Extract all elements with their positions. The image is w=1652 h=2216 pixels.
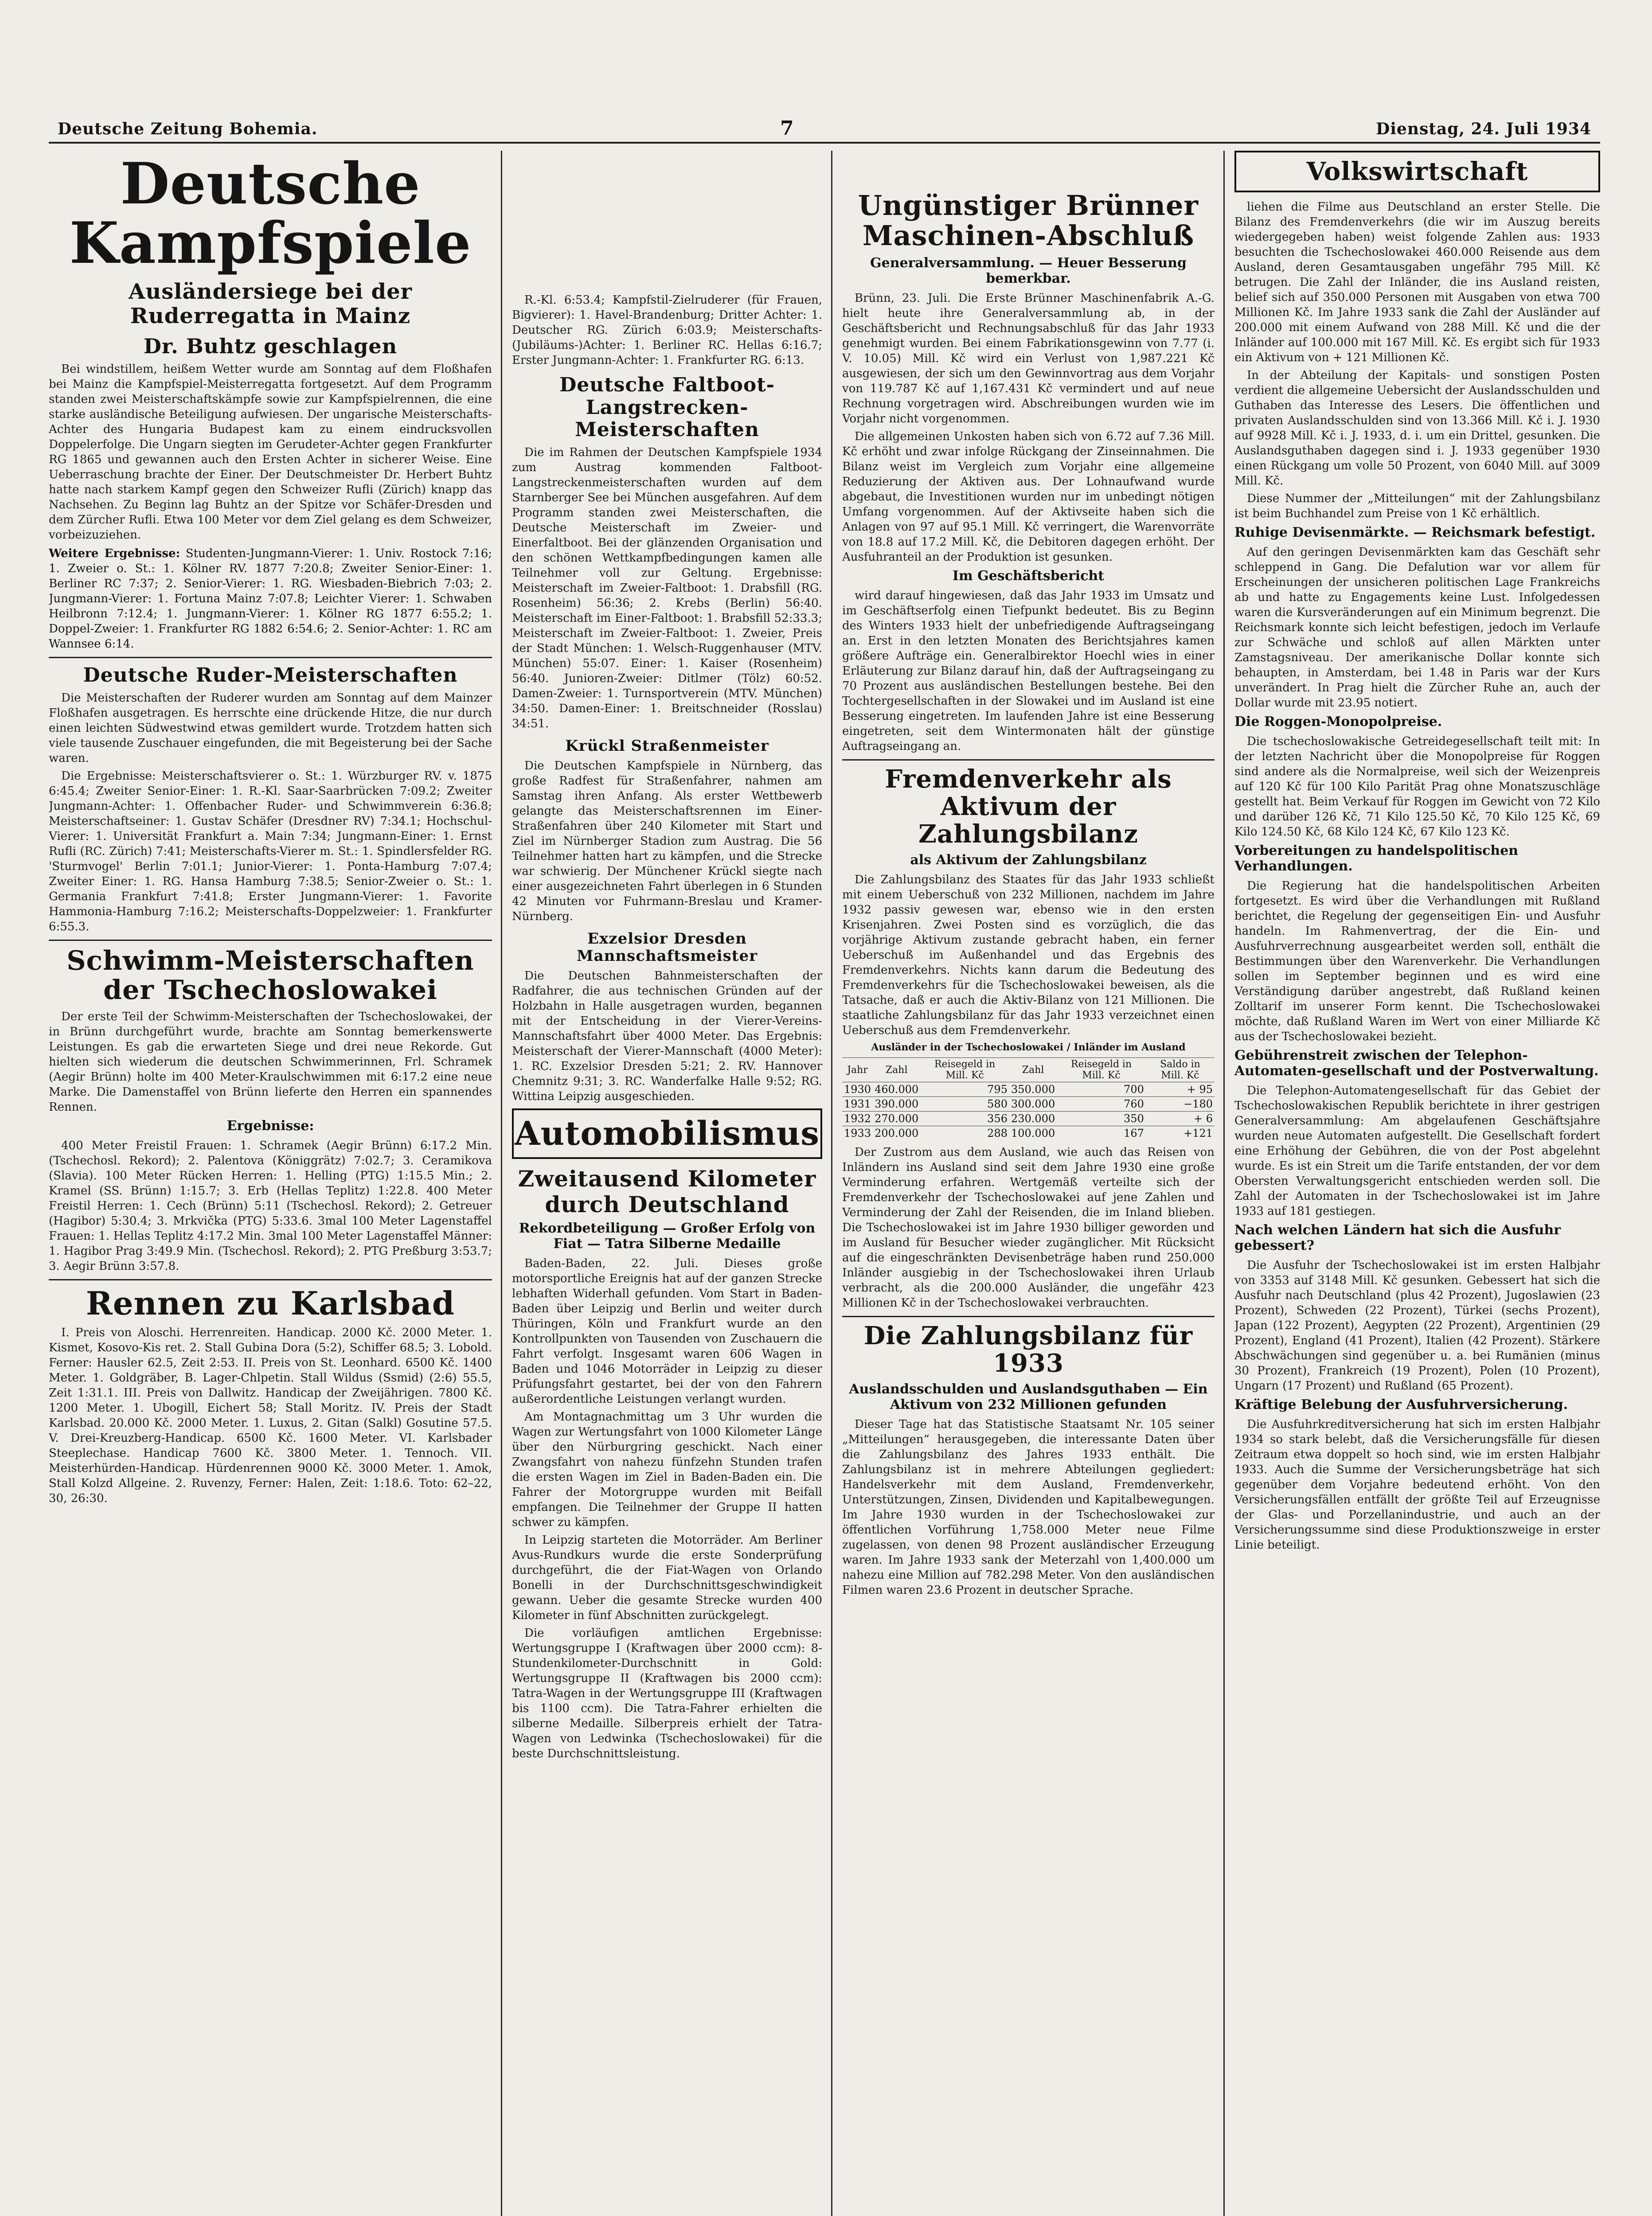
article-text: Bei windstillem, heißem Wetter wurde am Sonntag auf dem Floßhafen bei Mainz die Kampfspiel-Meisterregatta fortgesetzt. Auf dem Programm standen zwei Meisterschaftskämpfe sowie zur Kampfspielrennen, die eine starke ausländische Beteiligung aufwiesen. Der ungarische Meisterschafts-Achter des Hungaria Budapest kam zu einem eindrucksvollen Doppelerfolge. Die Ungarn siegten im Gerudeter-Achter gegen Frankfurter RG 1865 und gewannen auch den Ersten Achter in sicherer Weise. Eine Ueberraschung brachte der Einer. Der Deutschmeister Dr. Herbert Buhtz hatte nach starkem Kampf gegen den Schweizer Rufli (Zürich) knapp das Nachsehen. Zu Beginn lag Buhtz an der Spitze vor Schäfer-Dresden und dem Zürcher Rufli. Etwa 100 Meter vor dem Ziel gelang es dem Schweizer, vorbeizuziehen.: [49, 363, 492, 542]
section-subhead: Vorbereitungen zu handelspolitischen Verhandlungen.: [1234, 843, 1519, 874]
article-text: Brünn, 23. Juli. Die Erste Brünner Maschinenfabrik A.-G. hielt heute ihre Generalversammlung ab, in der Geschäftsbericht und Rechnungsabschluß für das Jahr 1933 genehmigt wurden. Bei einem Fabrikationsgewinn von 7.77 (i. V. 10.05) Mill. Kč wird ein Verlust von 1,987.221 Kč ausgewiesen, der sich um den Gewinnvortrag aus dem Vorjahr von 119.787 Kč auf 1,167.431 Kč vermindert und auf neue Rechnung vorgetragen wird. Abschreibungen wurden wie im Vorjahr nicht vorgenommen. Die allgemeinen Unkosten haben sich von 6.72 auf 7.36 Mill. Kč erhöht und zwar infolge Rückgang der Zinseinnahmen. Die Bilanz weist im Vergleich zum Vorjahr eine allgemeine Reduzierung der Aktiven aus. Der Lohnaufwand wurde abgebaut, die Investitionen wurden nur im unbedingt nötigen Umfang vorgenommen. Auf der Aktivseite haben sich die Anlagen von 97 auf 95.1 Mill. Kč verringert, die Warenvorräte von 18.8 auf 17.2 Mill. Kč, die Debitoren dagegen erhöht. Der Ausfuhranteil an der Produktion ist gesunken.: [842, 292, 1215, 564]
article-text: Der Zustrom aus dem Ausland, wie auch das Reisen von Inländern ins Ausland sind seit dem Jahre 1930 eine große Verminderung erfahren. Wertgemäß verteilte sich der Fremdenverkehr der Tschechoslowakei auf jene Zahlen und Verminderung der Zahl der Reisenden, die im Inland blieben. Die Tschechoslowakei ist im Jahre 1930 billiger geworden und im Ausland für Besucher wieder zugänglicher. Mit Rücksicht auf die eingeschränkten Devisenbeträge haben rund 250.000 Inländer ausgiebig in der Tschechoslowakei ihren Urlaub verbracht, als die 200.000 Ausländer, die ungefähr 423 Millionen Kč in der Tschechoslowakei verbrauchten.: [842, 1146, 1215, 1310]
article-text: wird darauf hingewiesen, daß das Jahr 1933 im Umsatz und im Geschäftserfolg einen Tiefpunkt bedeutet. Bis zu Beginn des Winters 1933 hielt der unbefriedigende Auftragseingang an. Erst in den letzten Monaten des Berichtsjahres kamen größere Aufträge ein. Generalbirektor Hoechl wies in einer Erläuterung zur Bilanz darauf hin, daß der Auftragseingang zu 70 Prozent aus ausländischen Bestellungen bestehe. Bei den Tochtergesellschaften in der Slowakei und im Ausland ist eine Besserung eingetreten. Im laufenden Jahre ist eine Besserung eingetreten, seit dem Wintermonaten hält der günstige Auftragseingang an.: [842, 589, 1215, 753]
table-cell: 795: [920, 1082, 1009, 1097]
table-cell: 580: [920, 1097, 1009, 1112]
table-cell: + 95: [1146, 1082, 1215, 1097]
section-box-title: Automobilismus: [512, 1108, 822, 1159]
article-text: Die tschechoslowakische Getreidegesellschaft teilt mit: In der letzten Nachricht über die Monopolpreise für Roggen sind andere als die Normalpreise, weil sich der Weizenpreis auf 120 Kč für 100 Kilo Parität Prag ohne Monatszuschläge gestellt hat. Beim Verkauf für Roggen im Gewicht von 72 Kilo und darüber 126 Kč, 71 Kilo 125.50 Kč, 70 Kilo 125 Kč, 69 Kilo 124.50 Kč, 68 Kilo 124 Kč, 67 Kilo 123 Kč.: [1234, 735, 1600, 839]
article-text: Der erste Teil der Schwimm-Meisterschaften der Tschechoslowakei, der in Brünn durchgeführt wurde, brachte am Sonntag bemerkenswerte Leistungen. Es gab die erwarteten Siege und drei neue Rekorde. Gut hielten sich wiederum die deutschen Schwimmerinnen, Frl. Schramek (Aegir Brünn) holte im 400 Meter-Kraulschwimmen mit 6:17.2 eine neue Marke. Die Damenstaffel von Brünn lieferte den Herren ein spannendes Rennen.: [49, 1010, 492, 1114]
article-subhead: Generalversammlung. — Heuer Besserung bemerkbar.: [870, 255, 1187, 287]
table-cell: 200.000: [873, 1126, 920, 1141]
table-cell: 1930: [842, 1082, 873, 1097]
section-headline: Krückl Straßenmeister: [565, 737, 769, 755]
table-cell: 390.000: [873, 1097, 920, 1112]
table-row: [842, 1082, 1215, 1097]
section-subhead: Nach welchen Ländern hat sich die Ausfuhr gebessert?: [1234, 1222, 1561, 1253]
section-subhead: Kräftige Belebung der Ausfuhrversicherung.: [1234, 1397, 1568, 1412]
page-number: 7: [780, 117, 794, 140]
section-headline: Ungünstiger Brünner Maschinen-Abschluß: [858, 189, 1199, 252]
table-cell: 1933: [842, 1126, 873, 1141]
table-row: [842, 1097, 1215, 1112]
section-subhead: Im Geschäftsbericht: [952, 568, 1105, 584]
column-1: [49, 151, 492, 2216]
main-subheadline-2: Dr. Buhtz geschlagen: [143, 334, 398, 359]
table-cell: 288: [920, 1126, 1009, 1141]
table-cell: +121: [1146, 1126, 1215, 1141]
issue-date: Dienstag, 24. Juli 1934: [1376, 120, 1591, 138]
table-cell: + 6: [1146, 1112, 1215, 1126]
article-text: liehen die Filme aus Deutschland an erster Stelle. Die Bilanz des Fremdenverkehrs (die wir im Auszug bereits wiedergegeben haben) weist folgende Zahlen aus: 1933 besuchten die Tschechoslowakei 460.000 Reisende aus dem Ausland, deren Gesamtausgaben ungefähr 795 Mill. Kč betrugen. Die Zahl der Inländer, die ins Ausland reisten, belief sich auf 350.000 Personen mit Ausgaben von etwa 700 Millionen Kč. Im Jahre 1933 sank die Zahl der Ausländer auf 200.000 mit einem Aufwand von 288 Mill. Kč und die der Inländer auf 100.000 mit 167 Mill. Kč. Es ergibt sich für 1933 ein Aktivum von + 121 Millionen Kč. In der Abteilung der Kapitals- und sonstigen Posten verdient die allgemeine Uebersicht der Auslandsschulden und Guthaben das Interesse des Lesers. Die öffentlichen und privaten Auslandsschulden sind von 13.366 Mill. Kč i. J. 1930 auf 9928 Mill. Kč i. J. 1933, d. i. um ein Drittel, gesunken. Die Auslandsguthaben dagegen sind i. J. 1933 gegenüber 1930 einen Rückgang um volle 50 Prozent, von 6040 Mill. auf 3009 Mill. Kč. Diese Nummer der „Mitteilungen“ mit der Zahlungsbilanz ist beim Buchhandel zum Preise von 1 Kč erhältlich.: [1234, 200, 1600, 520]
section-subhead: Gebührenstreit zwischen der Telephon-Automaten-gesellschaft und der Postverwaltung.: [1234, 1048, 1599, 1079]
table-header-row: [842, 1058, 1215, 1082]
column-3: [842, 151, 1215, 2216]
article-subhead: als Aktivum der Zahlungsbilanz: [910, 852, 1147, 868]
section-headline: Schwimm-Meisterschaften der Tschechoslowakei: [66, 945, 474, 1006]
column-2: [512, 151, 822, 2216]
results-label: Weitere Ergebnisse:: [49, 547, 180, 561]
table-cell: 356: [920, 1112, 1009, 1126]
section-subhead: Die Roggen-Monopolpreise.: [1234, 714, 1442, 730]
article-subhead: Rekordbeteiligung — Großer Erfolg von Fiat — Tatra Silberne Medaille: [519, 1221, 816, 1252]
divider: [49, 1279, 492, 1280]
section-subhead: Ruhige Devisenmärkte. — Reichsmark befestigt.: [1234, 525, 1596, 540]
article-text: Die Regierung hat die handelspolitischen Arbeiten fortgesetzt. Es wird über die Verhandlungen mit Rußland berichtet, die Regelung der gegenseitigen Ein- und Ausfuhr handeln. Im Rahmenvertrag, der die Ein- und Ausfuhrverrechnung ausgearbeitet werden soll, enthält die Bestimmungen über den Warenverkehr. Die Verhandlungen sollen im September beginnen und es wird eine Verständigung darüber angestrebt, daß Rußland keinen Zolltarif im unserer Form kennt. Die Tschechoslowakei möchte, daß Rußland Waren im Wert von einer Milliarde Kč aus der Tschechoslowakei bezieht.: [1234, 879, 1600, 1043]
section-headline: Fremdenverkehr als Aktivum der Zahlungsbilanz: [885, 765, 1172, 849]
column-rule: [501, 151, 502, 2216]
divider: [49, 657, 492, 658]
table-row: [842, 1126, 1215, 1141]
table-cell: 350: [1057, 1112, 1146, 1126]
divider: [49, 940, 492, 941]
table-cell: 1932: [842, 1112, 873, 1126]
column-rule: [831, 151, 832, 2216]
section-headline: Rennen zu Karlsbad: [86, 1284, 455, 1322]
divider: [842, 759, 1215, 761]
article-text: Die Deutschen Bahnmeisterschaften der Radfahrer, die aus technischen Gründen auf der Holzbahn in Halle ausgetragen wurden, begannen mit der Entscheidung in der Vierer-Vereins-Mannschaftsfahrt über 4000 Meter. Das Ergebnis: Meisterschaft der Vierer-Mannschaft (4000 Meter): 1. RC. Exzelsior Dresden 5:21; 2. RV. Hannover Chemnitz 9:31; 3. RC. Wanderfalke Halle 9:52; RG. Wittina Leipzig ausgeschieden.: [512, 969, 822, 1104]
table-header-cell: Saldo in Mill. Kč: [1146, 1058, 1215, 1082]
results-label: Ergebnisse:: [227, 1118, 314, 1134]
section-headline: Deutsche Ruder-Meisterschaften: [83, 664, 458, 687]
table-cell: 100.000: [1009, 1126, 1057, 1141]
running-head: [49, 115, 1600, 144]
main-subheadline: Ausländersiege bei der Ruderregatta in Mainz: [129, 279, 412, 328]
table-caption: Ausländer in der Tschechoslowakei / Inländer im Ausland: [871, 1042, 1186, 1053]
table-cell: 760: [1057, 1097, 1146, 1112]
table-header-cell: Reisegeld in Mill. Kč: [1057, 1058, 1146, 1082]
table-cell: 167: [1057, 1126, 1146, 1141]
main-headline: Deutsche Kampfspiele: [69, 151, 472, 277]
table-header-cell: Zahl: [873, 1058, 920, 1082]
table-cell: −180: [1146, 1097, 1215, 1112]
page-content: [49, 115, 1600, 2216]
article-text: Die Zahlungsbilanz des Staates für das Jahr 1933 schließt mit einem Ueberschuß von 232 Millionen, nachdem im Jahre 1932 passiv gewesen war, ebenso wie in den ersten Krisenjahren. Zwei Posten sind es vorzüglich, die das vorjährige Aktivum zustande gebracht haben, ein ferner Ueberschuß im Außenhandel und das Ergebnis des Fremdenverkehrs. Nichts kann darum die Bedeutung des Fremdenverkehrs für die Tschechoslowakei beweisen, als die Tatsache, daß er auch die Aktiv-Bilanz von 121 Millionen. Die staatliche Zahlungsbilanz für das Jahr 1933 verzeichnet einen Ueberschuß aus dem Fremdenverkehr.: [842, 873, 1215, 1038]
article-text: Die Meisterschaften der Ruderer wurden am Sonntag auf dem Mainzer Floßhafen ausgetragen. Es herrschte eine drückende Hitze, die nur durch einen leichten Südwestwind etwas gemildert wurde. Trotzdem hatten sich viele tausende Zuschauer eingefunden, die mit Begeisterung bei der Sache waren. Die Ergebnisse: Meisterschaftsvierer o. St.: 1. Würzburger RV. v. 1875 6:45.4; Zweiter Senior-Einer: 1. R.-Kl. Saar-Saarbrücken 7:09.2; Zweiter Jungmann-Achter: 1. Offenbacher Ruder- und Schwimmverein 6:36.8; Meisterschaftseiner: 1. Gustav Schäfer (Dresdner RV) 7:34.1; Hochschul-Vierer: 1. Universität Frankfurt a. Main 7:34; Jungmann-Einer: 1. Ernst Rufli (RC. Zürich) 7:41; Meisterschafts-Vierer m. St.: 1. Spindlersfelder RG. 'Sturmvogel' Berlin 7:01.1; Junior-Vierer: 1. Ponta-Hamburg 7:07.4; Zweiter Einer: 1. RG. Hansa Hamburg 7:38.5; Senior-Zweier o. St.: 1. Germania Frankfurt 7:41.8; Erster Jungmann-Vierer: 1. Favorite Hammonia-Hamburg 7:16.2; Meisterschafts-Doppelzweier: 1. Frankfurter 6:55.3.: [49, 691, 492, 933]
column-4: [1234, 151, 1600, 2216]
column-rule: [1223, 151, 1225, 2216]
article-text: R.-Kl. 6:53.4; Kampfstil-Zielruderer (für Frauen, Bigvierer): 1. Havel-Brandenburg; Dritter Achter: 1. Deutscher RG. Zürich 6:03.9; Meisterschafts-(Jubiläums-)Achter: 1. Berliner RC. Hellas 6:16.7; Erster Jungmann-Achter: 1. Frankfurter RG. 6:13.: [512, 293, 822, 367]
article-text: Die Deutschen Kampfspiele in Nürnberg, das große Radfest für Straßenfahrer, nahmen am Samstag ihren Anfang. Als erster Wettbewerb gelangte das Meisterschaftsrennen im Einer-Straßenfahren über 240 Kilometer mit Start und Ziel im Nürnberger Stadion zum Austrag. Die 56 Teilnehmer hatten hart zu kämpfen, und die Strecke war schwierig. Der Münchener Krückl siegte nach einer ausgezeichneten Fahrt überlegen in 6 Stunden 42 Minuten vor Fuhrmann-Breslau und Kramer-Nürnberg.: [512, 759, 822, 923]
table-cell: 270.000: [873, 1112, 920, 1126]
table-header-cell: Jahr: [842, 1058, 873, 1082]
section-headline: Zweitausend Kilometer durch Deutschland: [518, 1166, 816, 1217]
results-text: Studenten-Jungmann-Vierer: 1. Univ. Rostock 7:16; 1. Zweier o. St.: 1. Kölner RV. 1877 7:20.8; Zweiter Senior-Einer: 1. Berliner RC 7:37; 2. Senior-Vierer: 1. RG. Wiesbaden-Biebrich 7:03; 2. Jungmann-Vierer: 1. Fortuna Mainz 7:07.8; Leichter Vierer: 1. Schwaben Heilbronn 7:12.4; 1. Jungmann-Vierer: 1. Kölner RG 1877 6:55.2; 1. Doppel-Zweier: 1. Frankfurter RG 1882 6:54.6; 2. Senior-Achter: 1. RC am Wannsee 6:14.: [49, 547, 492, 651]
article-text: Dieser Tage hat das Statistische Staatsamt Nr. 105 seiner „Mitteilungen“ herausgegeben, die interessante Daten über die Zahlungsbilanz des Jahres 1933 enthält. Die Zahlungsbilanz ist in mehrere Abteilungen gegliedert: Handelsverkehr mit dem Ausland, Fremdenverkehr, Unterstützungen, Zinsen, Dividenden und Kapitalbewegungen. Im Jahre 1930 wurden in der Tschechoslowakei zur öffentlichen Vorführung 1,758.000 Meter neue Filme zugelassen, von denen 98 Prozent ausländischer Erzeugung waren. Im Jahre 1933 sank der Meterzahl von 1,400.000 um nahezu eine Million auf 782.298 Meter. Von den ausländischen Filmen waren 23.6 Prozent in deutscher Sprache.: [842, 1418, 1215, 1597]
masthead-name: Deutsche Zeitung Bohemia.: [58, 120, 318, 138]
table-cell: 700: [1057, 1082, 1146, 1097]
article-text: Auf den geringen Devisenmärkten kam das Geschäft sehr schleppend in Gang. Die Defalution war vor allem für Erscheinungen der unsicheren politischen Lage Frankreichs ab und hatte zu Engagements keine Lust. Infolgedessen waren die Kursveränderungen auf ein Minimum begrenzt. Die Reichsmark konnte sich leicht befestigen, jedoch im Verlaufe zur Schwäche und schloß auf allen Märkten unter Zamstagsniveau. Der amerikanische Dollar konnte sich behaupten, in Amsterdam, bei 1.48 in Paris war der Kurs unverändert. In Prag hielt die Zürcher Ruhe an, auch der Dollar wurde mit 23.95 notiert.: [1234, 546, 1600, 710]
table-cell: 460.000: [873, 1082, 920, 1097]
article-text: Die Ausfuhr der Tschechoslowakei ist im ersten Halbjahr von 3353 auf 3148 Mill. Kč gesunken. Gebessert hat sich die Ausfuhr nach Deutschland (plus 42 Prozent), Jugoslawien (23 Prozent), Schweden (22 Prozent), Türkei (sechs Prozent), Japan (122 Prozent), Aegypten (22 Prozent), Argentinien (29 Prozent), England (41 Prozent), Italien (42 Prozent). Stärkere Abschwächungen sind gegenüber u. a. bei Rumänien (minus 30 Prozent), Frankreich (19 Prozent), Polen (10 Prozent), Ungarn (17 Prozent) und Rußland (65 Prozent).: [1234, 1259, 1600, 1393]
article-text: Die Ausfuhrkreditversicherung hat sich im ersten Halbjahr 1934 so stark belebt, daß die Versicherungsfälle für diesen Zeitraum etwa doppelt so hoch sind, wie im ersten Halbjahr 1933. Auch die Summe der Versicherungsbeträge hat sich gegenüber dem Vorjahre bedeutend erhöht. Von den Versicherungsfällen entfällt der größte Teil auf Erzeugnisse der Glas- und Porzellanindustrie, und auch an der Versicherungssumme sind diese Produktionszweige in erster Linie beteiligt.: [1234, 1418, 1600, 1552]
article-text: I. Preis von Aloschi. Herrenreiten. Handicap. 2000 Kč. 2000 Meter. 1. Kismet, Kosovo-Kis ret. 2. Stall Gubina Dora (5:2), Schiffer 68.5; 3. Lobold. Ferner: Hausler 62.5, Zeit 2:53. II. Preis von St. Leonhard. 6500 Kč. 1400 Meter. 1. Goldgräber, B. Lager-Chlpetin. Stall Wildus (Ssmid) (2:6) 55.5, Zeit 1:31.1. III. Preis von Dallwitz. Handicap der Zweijährigen. 7800 Kč. 1200 Meter. 1. Ubogill, Eichert 58; Stall Moritz. IV. Preis der Stadt Karlsbad. 20.000 Kč. 2000 Meter. 1. Luxus, 2. Gitan (Salkl) Gosutine 57.5. V. Drei-Kreuzberg-Handicap. 6500 Kč. 1600 Meter. VI. Karlsbader Steeplechase. Handicap 7600 Kč. 3800 Meter. 1. Tennoch. VII. Meisterhürden-Handicap. Hürdenrennen 9000 Kč. 3000 Meter. 1. Amok, Stall Kolzd Allgeine. 2. Ruvenzy, Ferner: Halen, Zeit: 1:18.6. Toto: 62–22, 30, 26:30.: [49, 1326, 492, 1505]
statistics-table: [842, 1057, 1215, 1140]
article-text: Die im Rahmen der Deutschen Kampfspiele 1934 zum Austrag kommenden Faltboot-Langstreckenmeisterschaften wurden auf dem Starnberger See bei München ausgefahren. Auf dem Programm standen zwei Meisterschaften, die Deutsche Meisterschaft im Zweier- und Einerfaltboot. Bei der glänzenden Organisation und den schönen Wettkampfbedingungen kamen alle Teilnehmer voll zur Geltung. Ergebnisse: Meisterschaft im Zweier-Faltboot: 1. Drabsfill (RG. Rosenheim) 56:36; 2. Krebs (Berlin) 56:40. Meisterschaft im Einer-Faltboot: 1. Brabsfill 52:33.3; Meisterschaft im Zweier-Faltboot: 1. Zweier, Preis der Stadt München: 1. Welsch-Ruggenhauser (MTV. München) 55:07. Einer: 1. Kaiser (Rosenheim) 56:40. Junioren-Zweier: Ditlmer (Tölz) 60:52. Damen-Zweier: 1. Turnsportverein (MTV. München) 34:50. Damen-Einer: 1. Breitschneider (Rosslau) 34:51.: [512, 445, 822, 730]
article-subhead: Auslandsschulden und Auslandsguthaben — Ein Aktivum von 232 Millionen gefunden: [849, 1381, 1208, 1413]
section-headline: Deutsche Faltboot-Langstrecken-Meisterschaften: [559, 374, 775, 441]
table-cell: 1931: [842, 1097, 873, 1112]
section-headline: Exzelsior Dresden Mannschaftsmeister: [576, 929, 758, 965]
table-header-cell: Reisegeld in Mill. Kč: [920, 1058, 1009, 1082]
article-text: 400 Meter Freistil Frauen: 1. Schramek (Aegir Brünn) 6:17.2 Min. (Tschechosl. Rekord); 2. Palentova (Königgrätz) 7:02.7; 3. Ceramikova (Slavia). 100 Meter Rücken Herren: 1. Helling (PTG) 1:15.5 Min.; 2. Kramel (SS. Brünn) 1:15.7; 3. Erb (Hellas Teplitz) 1:22.8. 400 Meter Freistil Herren: 1. Cech (Brünn) 5:11 (Tschechosl. Rekord); 2. Getreuer (Hagibor) 5:30.4; 3. Mrkvička (PTG) 5:33.6. 3mal 100 Meter Lagenstaffel Frauen: 1. Hellas Teplitz 4:17.2 Min. 3mal 100 Meter Lagenstaffel Männer: 1. Hagibor Prag 3:49.9 Min. (Tschechosl. Rekord); 2. PTG Preßburg 3:53.7; 3. Aegir Brünn 3:57.8.: [49, 1139, 492, 1273]
table-cell: 300.000: [1009, 1097, 1057, 1112]
table-row: [842, 1112, 1215, 1126]
section-box-title: Volkswirtschaft: [1234, 151, 1600, 192]
table-header-cell: Zahl: [1009, 1058, 1057, 1082]
section-headline: Die Zahlungsbilanz für 1933: [863, 1321, 1193, 1378]
article-text: Die Telephon-Automatengesellschaft für das Gebiet der Tschechoslowakischen Republik berichtete in ihrer gestrigen Generalversammlung: Am abgelaufenen Geschäftsjahre wurden neue Automaten aufgestellt. Die Gesellschaft fordert eine Erhöhung der Gebühren, die von der Post abgelehnt wurde. Es ist ein Streit um die Tarife entstanden, der vor dem Obersten Verwaltungsgericht entschieden werden soll. Die Zahl der Automaten in der Tschechoslowakei ist im Jahre 1933 auf 181 gestiegen.: [1234, 1084, 1600, 1218]
table-cell: 350.000: [1009, 1082, 1057, 1097]
article-text: Baden-Baden, 22. Juli. Dieses große motorsportliche Ereignis hat auf der ganzen Strecke lebhaften Widerhall gefunden. Vom Start in Baden-Baden über Leipzig und Berlin und weiter durch Thüringen, Köln und Frankfurt wurde an den Kontrollpunkten von Tausenden von Zuschauern die Fahrt verfolgt. Insgesamt waren 606 Wagen in Baden und 1046 Motorräder in Leipzig zu dieser Prüfungsfahrt gestartet, bei der von den Fahrern außerordentliche Leistungen verlangt wurden. Am Montagnachmittag um 3 Uhr wurden die Wagen zur Wertungsfahrt von 1000 Kilometer Länge über den Nürburgring geschickt. Nach einer Zwangsfahrt von nahezu fünfzehn Stunden trafen die ersten Wagen im Ziel in Baden-Baden ein. Die Fahrer der Motorgruppe wurden mit Beifall empfangen. Die Teilnehmer der Gruppe II hatten schwer zu kämpfen. In Leipzig starteten die Motorräder. Am Berliner Avus-Rundkurs wurde die erste Sonderprüfung durchgeführt, die der Fiat-Wagen von Orlando Bonelli in der Durchschnittsgeschwindigkeit gewann. Ueber die gesamte Strecke wurden 400 Kilometer in fünf Abschnitten zurückgelegt. Die vorläufigen amtlichen Ergebnisse: Wertungsgruppe I (Kraftwagen über 2000 ccm): 8-Stundenkilometer-Durchschnitt in Gold: Wertungsgruppe II (Kraftwagen bis 2000 ccm): Tatra-Wagen in der Wertungsgruppe III (Kraftwagen bis 1100 ccm). Die Tatra-Fahrer erhielten die silberne Medaille. Silberpreis erhielt der Tatra-Wagen von Ledwinka (Tschechoslowakei) für die beste Durchschnittsleistung.: [512, 1257, 822, 1761]
table-cell: 230.000: [1009, 1112, 1057, 1126]
results-block: [49, 546, 492, 652]
divider: [842, 1316, 1215, 1317]
